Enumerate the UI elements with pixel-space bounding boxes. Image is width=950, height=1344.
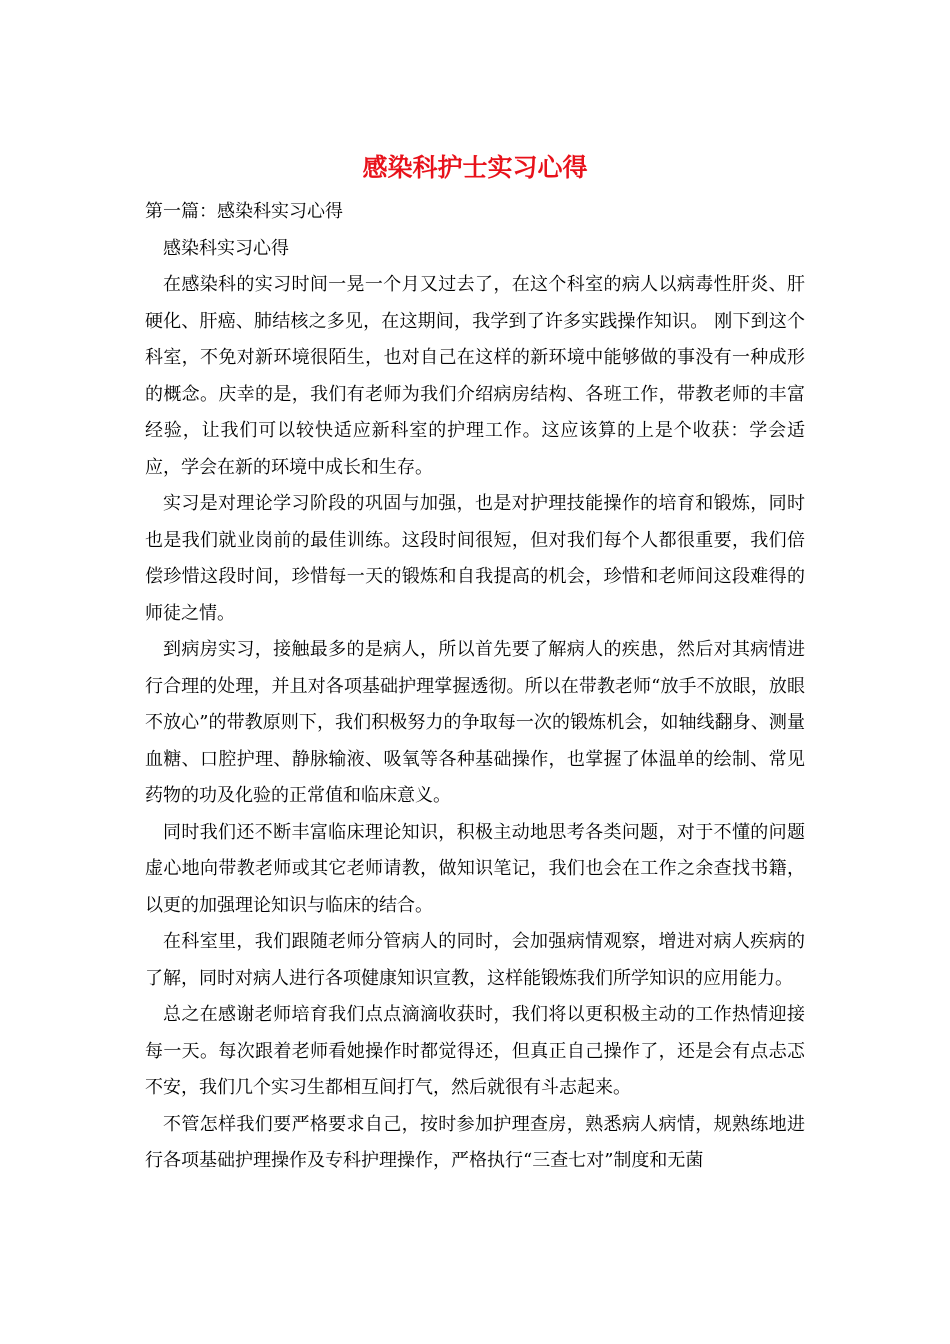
document-title: 感染科护士实习心得 bbox=[362, 153, 588, 182]
body-paragraph: 同时我们还不断丰富临床理论知识，积极主动地思考各类问题，对于不懂的问题虚心地向带教老师或其它老师请教，做知识笔记，我们也会在工作之余查找书籍，以更的加强理论知识与临床的结合。 bbox=[145, 821, 805, 916]
subheading: 感染科实习心得 bbox=[163, 237, 289, 259]
body-paragraph: 在感染科的实习时间一晃一个月又过去了，在这个科室的病人以病毒性肝炎、肝硬化、肝癌、肺结核之多见，在这期间，我学到了许多实践操作知识。 刚下到这个科室，不免对新环境很陌生，也对自己在这样的新环境中能够做的事没有一种成形的概念。庆幸的是，我们有老师为我们介绍病房结构、各班工作，带教老师的丰富经验，让我们可以较快适应新科室的护理工作。这应该算的上是个收获：学会适应，学会在新的环境中成长和生存。 bbox=[145, 274, 805, 478]
body-paragraph: 不管怎样我们要严格要求自己，按时参加护理查房，熟悉病人病情，规熟练地进行各项基础护理操作及专科护理操作，严格执行“三查七对”制度和无菌 bbox=[145, 1113, 805, 1171]
section-heading: 第一篇：感染科实习心得 bbox=[145, 201, 343, 222]
document-body bbox=[145, 194, 805, 1180]
body-paragraph: 到病房实习，接触最多的是病人，所以首先要了解病人的疾患，然后对其病情进行合理的处理，并且对各项基础护理掌握透彻。所以在带教老师“放手不放眼，放眼不放心”的带教原则下，我们积极努力的争取每一次的锻炼机会，如轴线翻身、测量血糖、口腔护理、静脉输液、吸氧等各种基础操作，也掌握了体温单的绘制、常见药物的功及化验的正常值和临床意义。 bbox=[145, 639, 805, 806]
body-paragraph: 总之在感谢老师培育我们点点滴滴收获时，我们将以更积极主动的工作热情迎接每一天。每次跟着老师看她操作时都觉得还，但真正自己操作了，还是会有点忐忑不安，我们几个实习生都相互间打气，然后就很有斗志起来。 bbox=[145, 1004, 805, 1098]
body-paragraph: 在科室里，我们跟随老师分管病人的同时，会加强病情观察，增进对病人疾病的了解，同时对病人进行各项健康知识宣教，这样能锻炼我们所学知识的应用能力。 bbox=[145, 931, 805, 989]
body-paragraph: 实习是对理论学习阶段的巩固与加强，也是对护理技能操作的培育和锻炼，同时也是我们就业岗前的最佳训练。这段时间很短，但对我们每个人都很重要，我们倍偿珍惜这段时间，珍惜每一天的锻炼和自我提高的机会，珍惜和老师间这段难得的师徒之情。 bbox=[145, 493, 805, 624]
